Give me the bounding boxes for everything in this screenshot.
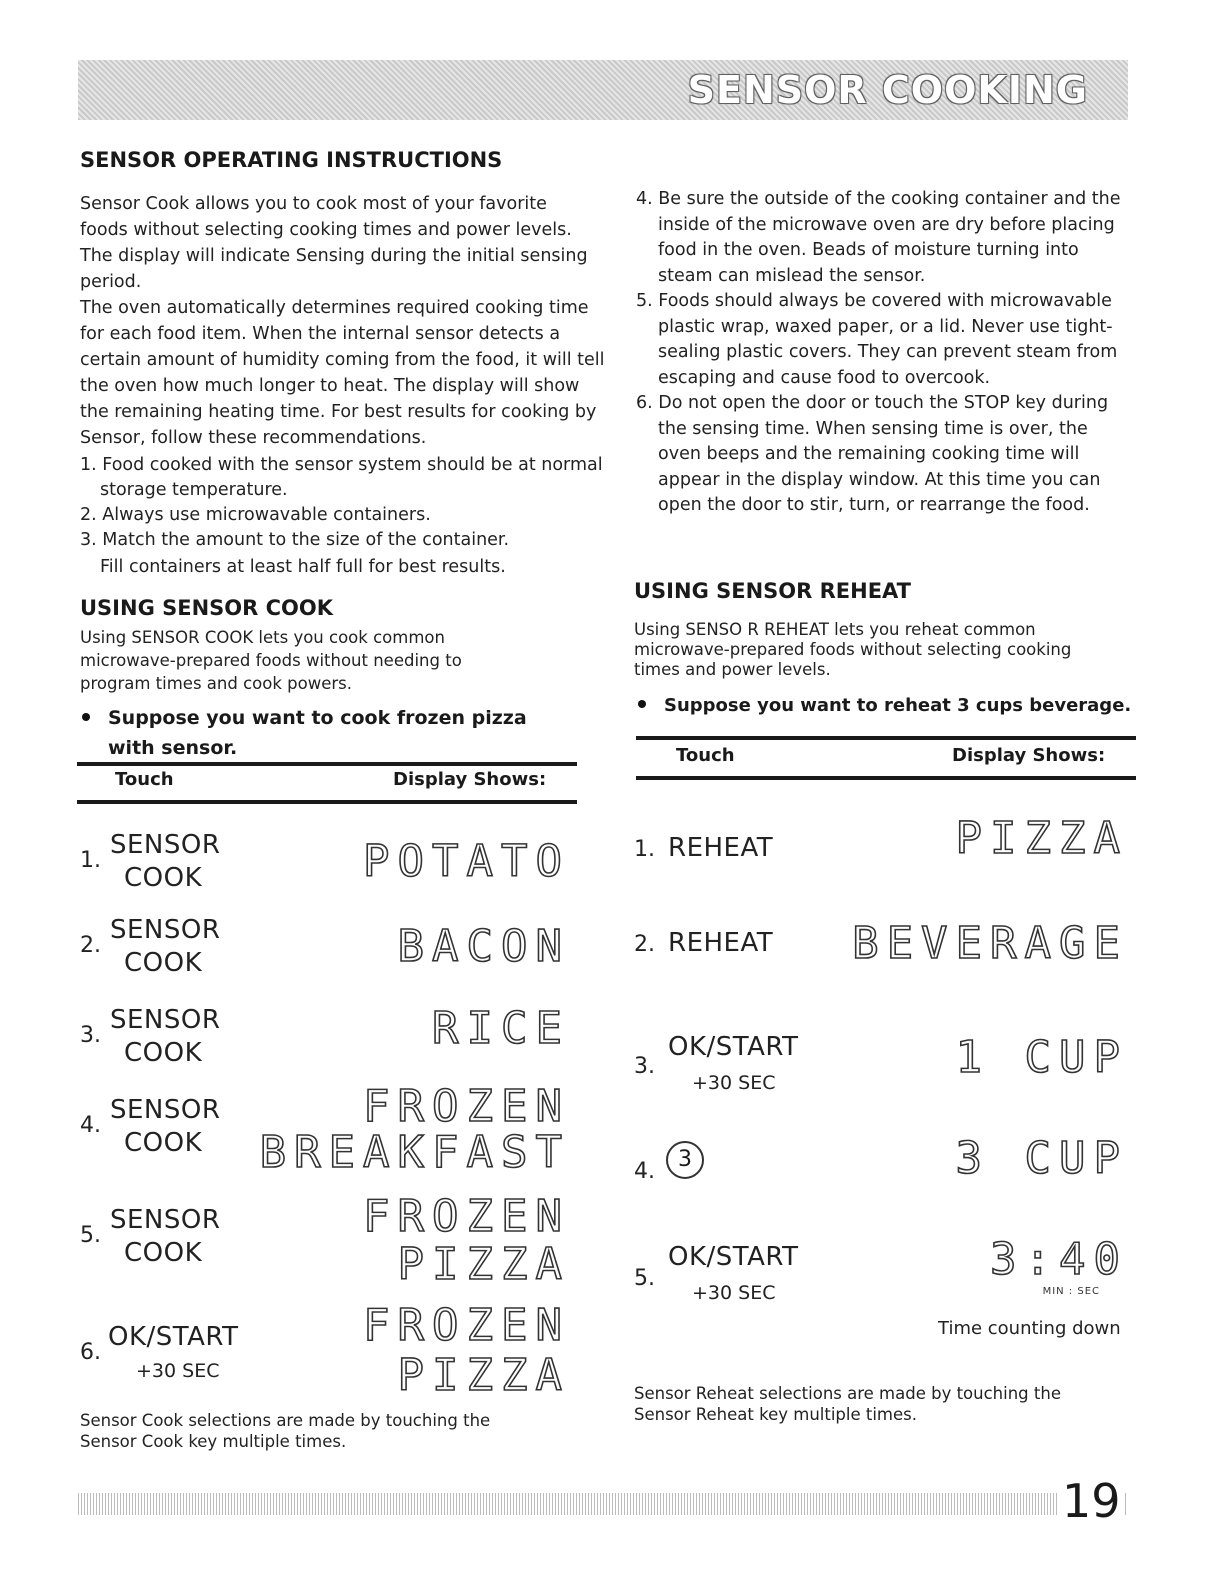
intro-line: Using SENSO R REHEAT lets you reheat common bbox=[634, 620, 1036, 639]
list-item: escaping and cause food to overcook. bbox=[658, 367, 991, 388]
intro-line: period. bbox=[80, 272, 142, 292]
plus-30-sec-label: +30 SEC bbox=[692, 1282, 776, 1304]
intro-line: The display will indicate Sensing during the initial sensing bbox=[80, 246, 588, 266]
intro-line: for each food item. When the internal sensor detects a bbox=[80, 324, 561, 344]
sensor-reheat-title: USING SENSOR REHEAT bbox=[634, 579, 911, 603]
sensor-button-label: SENSOR bbox=[110, 1005, 221, 1035]
list-item: 4. Be sure the outside of the cooking container and the bbox=[636, 189, 1121, 209]
column-header-display: Display Shows: bbox=[393, 769, 547, 790]
intro-line: microwave-prepared foods without selecting cooking bbox=[634, 640, 1072, 659]
intro-line: the oven how much longer to heat. The display will show bbox=[80, 376, 580, 396]
intro-line: times and power levels. bbox=[634, 660, 831, 679]
intro-line: Using SENSOR COOK lets you cook common bbox=[80, 628, 445, 647]
ok-start-button-label: OK/START bbox=[668, 1032, 799, 1062]
table-row bbox=[634, 1234, 1128, 1322]
sensor-button-label: SENSOR bbox=[110, 1095, 221, 1125]
plus-30-sec-label: +30 SEC bbox=[692, 1072, 776, 1094]
sensor-cook-title: USING SENSOR COOK bbox=[80, 596, 334, 620]
cook-button-label: COOK bbox=[124, 1238, 203, 1268]
step-number: 3. bbox=[634, 1054, 655, 1079]
step-number: 1. bbox=[80, 848, 101, 873]
list-item: oven beeps and the remaining cooking time will bbox=[658, 444, 1080, 464]
table-row bbox=[80, 1081, 570, 1178]
list-item: sealing plastic covers. They can prevent steam from bbox=[658, 342, 1118, 362]
sensor-button-label: SENSOR bbox=[110, 830, 221, 860]
lcd-display-text: 1 CUP bbox=[955, 1032, 1128, 1083]
ok-start-button-label: OK/START bbox=[108, 1322, 239, 1352]
table-rule bbox=[77, 800, 577, 804]
sensor-button-label: SENSOR bbox=[110, 915, 221, 945]
cook-example-bullet bbox=[82, 703, 602, 763]
lcd-display-text: PIZZA bbox=[955, 813, 1128, 864]
recommendation-list bbox=[80, 453, 620, 580]
intro-line: Sensor, follow these recommendations. bbox=[80, 428, 427, 448]
bullet-text: Suppose you want to reheat 3 cups beverage. bbox=[664, 695, 1132, 716]
column-header-display: Display Shows: bbox=[952, 745, 1106, 766]
list-item: the sensing time. When sensing time is over, the bbox=[658, 418, 1088, 439]
table-row bbox=[80, 915, 570, 985]
list-item: appear in the display window. At this time you can bbox=[658, 469, 1101, 490]
lcd-display-text: 3:40 bbox=[990, 1234, 1128, 1285]
list-item: open the door to stir, turn, or rearrange the food. bbox=[658, 495, 1090, 515]
lcd-display-text: BREAKFAST bbox=[259, 1127, 570, 1178]
lcd-display-text: BACON bbox=[397, 921, 570, 972]
intro-line: Sensor Cook allows you to cook most of your favorite bbox=[80, 194, 547, 214]
column-header-touch: Touch bbox=[676, 745, 735, 766]
lcd-display-text: PIZZA bbox=[397, 1239, 570, 1290]
table-rule bbox=[77, 762, 577, 766]
intro-line: microwave-prepared foods without needing to bbox=[80, 651, 462, 670]
reheat-button-label: REHEAT bbox=[668, 928, 774, 958]
cook-button-label: COOK bbox=[124, 863, 203, 893]
reheat-example-bullet bbox=[638, 691, 1158, 721]
list-item: 6. Do not open the door or touch the STOP key during bbox=[636, 393, 1109, 413]
reheat-button-label: REHEAT bbox=[668, 833, 774, 863]
step-number: 5. bbox=[634, 1266, 655, 1291]
step-number: 5. bbox=[80, 1223, 101, 1248]
table-rule bbox=[636, 776, 1136, 780]
sensor-reheat-footnote bbox=[634, 1383, 1154, 1425]
lcd-display-text: FROZEN bbox=[363, 1081, 570, 1132]
footer-bar bbox=[78, 1493, 1128, 1515]
step-number: 4. bbox=[80, 1113, 101, 1138]
bullet-text: Suppose you want to cook frozen pizza bbox=[108, 707, 527, 729]
lcd-display-text: POTATO bbox=[363, 836, 570, 887]
lcd-display-text: FROZEN bbox=[363, 1191, 570, 1242]
intro-line: The oven automatically determines required cooking time bbox=[80, 298, 589, 318]
step-number: 2. bbox=[634, 932, 655, 957]
header-banner bbox=[78, 60, 1128, 120]
lcd-display-text: RICE bbox=[432, 1003, 570, 1054]
cook-button-label: COOK bbox=[124, 1128, 203, 1158]
intro-text bbox=[80, 191, 620, 451]
sensor-reheat-intro bbox=[634, 620, 1154, 680]
lcd-display-text: FROZEN bbox=[363, 1300, 570, 1351]
intro-line: the remaining heating time. For best results for cooking by bbox=[80, 402, 597, 422]
lcd-display-text: PIZZA bbox=[397, 1350, 570, 1401]
step-number: 3. bbox=[80, 1023, 101, 1048]
table-row bbox=[80, 1300, 570, 1401]
footnote-line: Sensor Cook key multiple times. bbox=[80, 1432, 347, 1451]
time-counting-note: Time counting down bbox=[938, 1318, 1121, 1339]
list-item: inside of the microwave oven are dry before placing bbox=[658, 214, 1115, 235]
sensor-cook-footnote bbox=[80, 1410, 620, 1452]
list-item: 5. Foods should always be covered with microwavable bbox=[636, 291, 1112, 311]
table-row bbox=[80, 1191, 570, 1290]
footnote-line: Sensor Cook selections are made by touching the bbox=[80, 1411, 491, 1430]
sensor-button-label: SENSOR bbox=[110, 1205, 221, 1235]
list-item: 2. Always use microwavable containers. bbox=[80, 505, 431, 525]
bullet-icon bbox=[638, 700, 646, 708]
step-number: 1. bbox=[634, 837, 655, 862]
list-item: Fill containers at least half full for best results. bbox=[100, 557, 506, 577]
list-item: 1. Food cooked with the sensor system should be at normal bbox=[80, 455, 603, 475]
cook-button-label: COOK bbox=[124, 1038, 203, 1068]
section-title: SENSOR OPERATING INSTRUCTIONS bbox=[80, 148, 503, 172]
footnote-line: Sensor Reheat selections are made by touching the bbox=[634, 1384, 1061, 1403]
plus-30-sec-label: +30 SEC bbox=[136, 1360, 220, 1382]
step-number: 2. bbox=[80, 933, 101, 958]
column-header-touch: Touch bbox=[115, 769, 174, 790]
list-item: plastic wrap, waxed paper, or a lid. Never use tight- bbox=[658, 316, 1113, 337]
min-sec-label: MIN : SEC bbox=[1042, 1286, 1100, 1297]
intro-line: program times and cook powers. bbox=[80, 674, 352, 693]
lcd-display-text: BEVERAGE bbox=[852, 918, 1128, 969]
cook-button-label: COOK bbox=[124, 948, 203, 978]
step-number: 4. bbox=[634, 1159, 655, 1184]
number-3-key: 3 bbox=[666, 1141, 704, 1179]
page-number: 19 bbox=[1058, 1474, 1125, 1528]
table-rule bbox=[636, 736, 1136, 740]
intro-line: foods without selecting cooking times and power levels. bbox=[80, 220, 572, 240]
ok-start-button-label: OK/START bbox=[668, 1242, 799, 1272]
table-row bbox=[634, 910, 1128, 970]
list-item: storage temperature. bbox=[100, 480, 288, 500]
table-row bbox=[80, 1005, 570, 1075]
bullet-icon bbox=[82, 713, 90, 721]
table-row bbox=[634, 1032, 1128, 1102]
sensor-notes-list bbox=[636, 187, 1156, 519]
intro-line: certain amount of humidity coming from the food, it will tell bbox=[80, 350, 605, 370]
bullet-text: with sensor. bbox=[108, 737, 238, 759]
sensor-cook-intro bbox=[80, 626, 620, 695]
table-row bbox=[634, 815, 1128, 875]
footnote-line: Sensor Reheat key multiple times. bbox=[634, 1405, 917, 1424]
banner-title: SENSOR COOKING bbox=[687, 68, 1088, 112]
list-item: food in the oven. Beads of moisture turning into bbox=[658, 240, 1079, 260]
lcd-display-text: 3 CUP bbox=[955, 1133, 1128, 1184]
table-row bbox=[634, 1135, 1128, 1195]
table-row bbox=[80, 830, 570, 900]
list-item: 3. Match the amount to the size of the container. bbox=[80, 530, 510, 550]
list-item: steam can mislead the sensor. bbox=[658, 265, 926, 286]
step-number: 6. bbox=[80, 1340, 101, 1365]
